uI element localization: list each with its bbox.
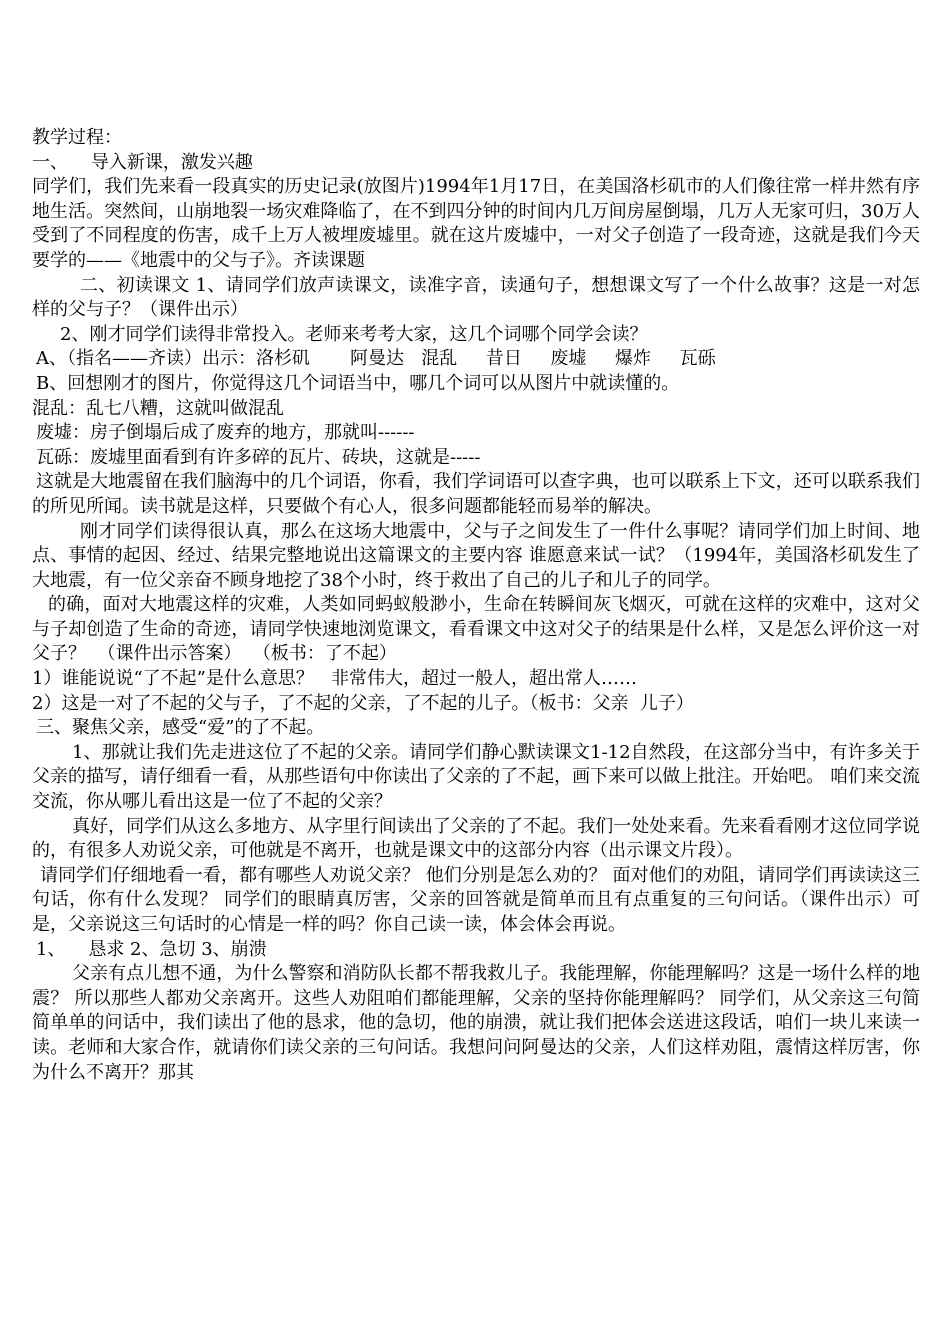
paragraph-silent-reading: 1、那就让我们先走进这位了不起的父亲。请同学们静心默读课文1-12自然段，在这部分当中，有许多关于父亲的描写，请仔细看一看，从那些语句中你读出了父亲的了不起，画下来可以做上批注。开始吧。 咱们来交流交流，你从哪儿看出这是一位了不起的父亲？ (32, 741, 920, 813)
paragraph-persuasion: 请同学们仔细地看一看，都有哪些人劝说父亲？ 他们分别是怎么劝的？ 面对他们的劝阻，请同学们再读读这三句话，你有什么发现？ 同学们的眼睛真厉害，父亲的回答就是简单而且有点重复的三句问话。（课件出示）可是，父亲说这三句话时的心情是一样的吗？你自己读一读，体会体会再说。 (32, 864, 920, 935)
paragraph-word-test: 2、刚才同学们读得非常投入。老师来考考大家，这几个词哪个同学会读？ (60, 323, 648, 345)
paragraph-father-questions: 父亲有点儿想不通，为什么警察和消防队长都不帮我救儿子。我能理解，你能理解吗？这是一场什么样的地震？ 所以那些人都劝父亲离开。这些人劝阻咱们都能理解，父亲的坚持你能理解吗？ 同学们，从父亲这三句简简单单的问话中，我们读出了他的恳求，他的急切，他的崩溃，就让我们把体会送进这段话，咱们一块儿来读一读。老师和大家合作，就请你们读父亲的三句问话。我想问问阿曼达的父亲，人们这样劝阻，震情这样厉害，你为什么不离开？那其 (32, 963, 920, 1083)
definition-feixu: 废墟：房子倒塌后成了废弃的地方，那就叫------ (36, 422, 415, 444)
question-1: 1）谁能说说“了不起”是什么意思？ 非常伟大，超过一般人，超出常人…… (32, 668, 638, 690)
section-1-title: 一、 导入新课，激发兴趣 (32, 151, 253, 173)
definition-wali: 瓦砾：废墟里面看到有许多碎的瓦片、砖块，这就是----- (36, 446, 481, 468)
section-3-title: 三、聚焦父亲，感受“爱”的了不起。 (36, 717, 325, 739)
document-page (32, 126, 920, 1085)
paragraph-word-summary: 这就是大地震留在我们脑海中的几个词语，你看，我们学词语可以查字典，也可以联系上下文，还可以联系我们的所见所闻。读书就是这样，只要做个有心人，很多问题都能轻而易举的解决。 (32, 471, 920, 517)
paragraph-first-reading: 二、初读课文 1、请同学们放声读课文，读准字音，读通句子，想想课文写了一个什么故事？这是一对怎样的父与子？（课件出示） (32, 274, 920, 321)
document-heading: 教学过程： (32, 127, 122, 148)
definition-hunluan: 混乱：乱七八糟，这就叫做混乱 (32, 397, 284, 419)
paragraph-main-content: 刚才同学们读得很认真，那么在这场大地震中，父与子之间发生了一件什么事呢？请同学们加上时间、地点、事情的起因、经过、结果完整地说出这篇课文的主要内容 谁愿意来试一试？（1994年，美国洛杉矶发生了大地震，有一位父亲奋不顾身地挖了38个小时，终于救出了自己的儿子和儿子的同学。 (32, 520, 920, 591)
question-2: 2）这是一对了不起的父与子，了不起的父亲，了不起的儿子。（板书：父亲 儿子） (32, 692, 694, 714)
emotion-list: 1、 恳求 2、急切 3、崩溃 (36, 938, 267, 960)
paragraph-recall-picture: B、回想刚才的图片，你觉得这几个词语当中，哪几个词可以从图片中就读懂的。 (36, 372, 680, 394)
paragraph-miracle: 的确，面对大地震这样的灾难，人类如同蚂蚁般渺小，生命在转瞬间灰飞烟灭，可就在这样的灾难中，这对父与子却创造了生命的奇迹，请同学快速地浏览课文，看看课文中这对父子的结果是什么样，又是怎么评价这一对父子？ （课件出示答案） （板书：了不起） (32, 594, 920, 665)
paragraph-intro: 同学们，我们先来看一段真实的历史记录(放图片)1994年1月17日，在美国洛杉矶市的人们像往常一样井然有序地生活。突然间，山崩地裂一场灾难降临了，在不到四分钟的时间内几万间房屋倒塌，几万人无家可归，30万人受到了不同程度的伤害，成千上万人被埋废墟里。就在这片废墟中，一对父子创造了一段奇迹，这就是我们今天要学的——《地震中的父与子》。齐读课题 (32, 176, 920, 271)
paragraph-exchange: 真好，同学们从这么多地方、从字里行间读出了父亲的了不起。我们一处处来看。先来看看刚才这位同学说的，有很多人劝说父亲，可他就是不离开，也就是课文中的这部分内容（出示课文片段）。 (32, 815, 920, 862)
paragraph-word-list: A、（指名——齐读）出示：洛杉矶 阿曼达 混乱 昔日 废墟 爆炸 瓦砾 (36, 348, 716, 370)
